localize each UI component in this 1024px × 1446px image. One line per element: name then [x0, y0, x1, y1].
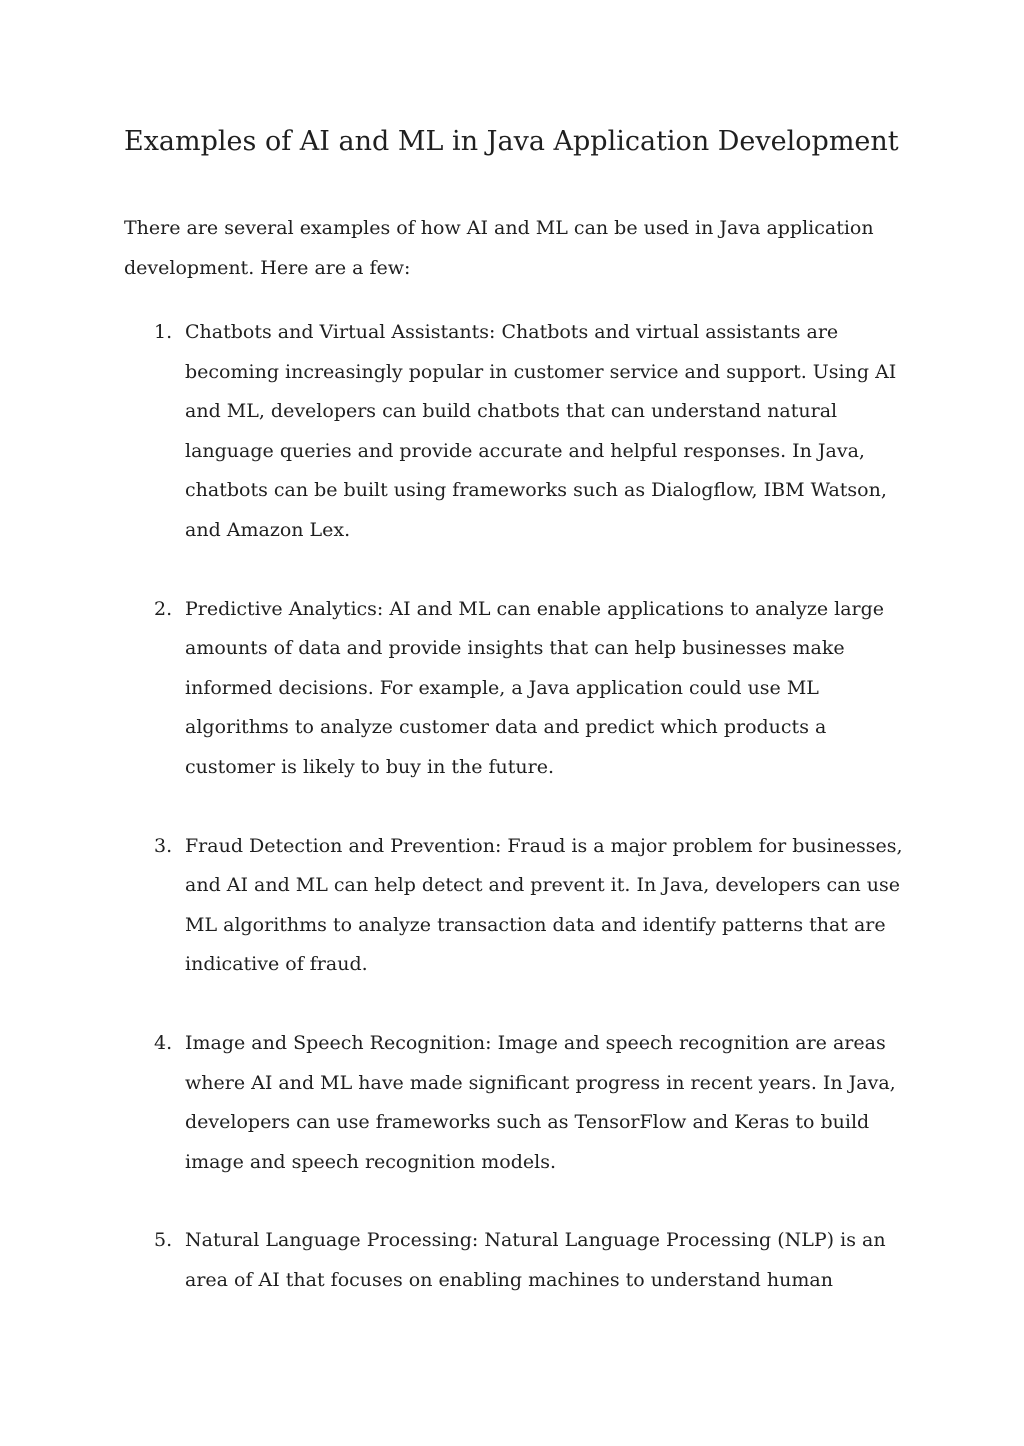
list-item — [124, 590, 904, 788]
list-item — [124, 827, 904, 985]
list-item-text: Chatbots and Virtual Assistants: Chatbots and virtual assistants are becoming increasingly popular in customer service and support. Using AI and ML, developers can build chatbots that can understand natural language queries and provide accurate and helpful responses. In Java, chatbots can be built using frameworks such as Dialogflow, IBM Watson, and Amazon Lex. — [185, 321, 897, 541]
list-item — [124, 313, 904, 551]
list-item-text: Predictive Analytics: AI and ML can enable applications to analyze large amounts of data and provide insights that can help businesses make informed decisions. For example, a Java application could use ML algorithms to analyze customer data and predict which products a customer is likely to buy in the future. — [185, 597, 885, 778]
list-item-number: 1. — [154, 321, 173, 343]
list-item-text: Fraud Detection and Prevention: Fraud is a major problem for businesses, and AI and ML can help detect and prevent it. In Java, developers can use ML algorithms to analyze transaction data and identify patterns that are indicative of fraud. — [185, 834, 903, 976]
list-item-number: 2. — [154, 597, 173, 620]
list-item-number: 4. — [154, 1031, 173, 1054]
list-item-number: 5. — [154, 1229, 173, 1252]
examples-list — [124, 313, 904, 1339]
document-title: Examples of AI and ML in Java Application Development — [124, 126, 899, 157]
list-item — [124, 1221, 904, 1300]
list-item — [124, 1024, 904, 1182]
list-item-text: Natural Language Processing: Natural Language Processing (NLP) is an area of AI that focuses on enabling machines to understand human — [185, 1229, 886, 1291]
intro-paragraph: There are several examples of how AI and ML can be used in Java application development. Here are a few: — [124, 217, 874, 279]
list-item-text: Image and Speech Recognition: Image and speech recognition are areas where AI and ML have made significant progress in recent years. In Java, developers can use frameworks such as TensorFlow and Keras to build image and speech recognition models. — [185, 1031, 896, 1173]
list-item-number: 3. — [154, 834, 173, 857]
